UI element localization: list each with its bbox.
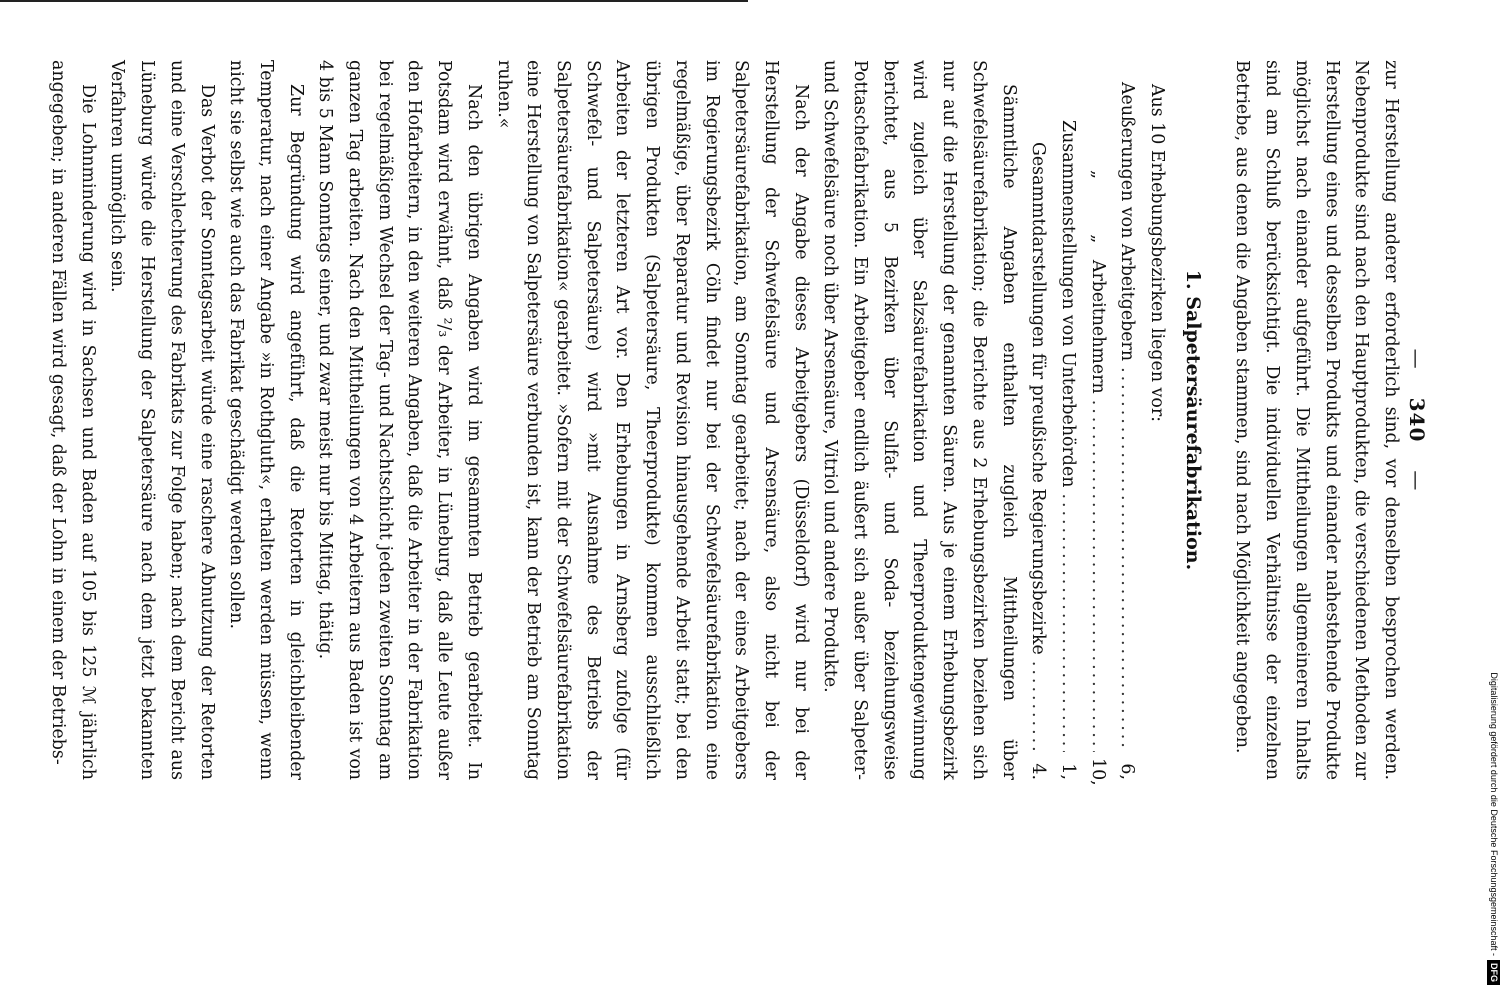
stats-value: 1, bbox=[1057, 763, 1078, 780]
body-paragraph: Die Lohnminderung wird in Sachsen und Baden auf 105 bis 125 ℳ jährlich angegeben; in anderen Fällen wird gesagt, daß der Lohn in einem der Betriebs- bbox=[48, 60, 98, 780]
body-paragraph: Zur Begründung wird angeführt, daß die Retorten in gleichbleibender Temperatur, nach einer Angabe »in Rothgluth«, erhalten werden müssen, wenn nicht sie selbst wie auch das Fabrikat geschädigt werden sollen. bbox=[226, 60, 306, 780]
digitization-credit bbox=[1485, 25, 1503, 985]
body-paragraph: Sämmtliche Angaben enthalten zugleich Mittheilungen über Schwefelsäurefabrikation; die Berichte aus 2 Erhebungsbezirken beziehen sich nur auf die Herstellung der genannten Säuren. Aus je einem Erhebungsbezirk wird zugleich über Salzsäurefabrikation und Theerproduktengewinnung berichtet, aus 5 Bezirken über Sulfat- und Soda- beziehungsweise Pottaschefabrikation. Ein Arbeitgeber endlich äußert sich außer über Salpeter- und Schwefelsäure noch über Arsensäure, Vitriol und andere Produkte. bbox=[820, 60, 1019, 780]
leader-dots bbox=[1023, 661, 1053, 752]
stats-row-arbeitnehmer bbox=[1082, 60, 1112, 786]
stats-value: 10, bbox=[1087, 758, 1108, 786]
stats-row-arbeitgeber bbox=[1112, 60, 1142, 780]
section-title: Salpetersäurefabrikation. bbox=[1181, 296, 1204, 571]
digitization-credit-text-wrapper bbox=[1485, 25, 1503, 985]
leader-dots bbox=[1112, 367, 1142, 752]
stats-label: Zusammenstellungen von Unterbehörden bbox=[1057, 120, 1078, 488]
page-number: 340 bbox=[1405, 397, 1429, 443]
stats-value: 6, bbox=[1117, 763, 1138, 780]
stats-value: 4. bbox=[1028, 763, 1049, 780]
stats-label: „ „ Arbeitnehmern bbox=[1087, 170, 1108, 394]
section-number: 1. bbox=[1181, 269, 1204, 290]
stats-row-unterbehoerden bbox=[1052, 60, 1082, 780]
page-number-dash-left: — bbox=[1405, 348, 1429, 370]
body-paragraph: Nach der Angabe dieses Arbeitgebers (Düsseldorf) wird nur bei der Herstellung der Schwefelsäure und Arsensäure, also nicht bei der Salpetersäurefabrikation, am Sonntag gearbeitet; nach der eines Arbeitgebers im Regierungsbezirk Cöln findet nur bei der Schwefelsäurefabrikation eine regelmäßige, über Reparatur und Revision hinausgehende Arbeit statt; bei den übrigen Produkten (Salpetersäure, Theerprodukte) kommen ausschließlich Arbeiten der letzteren Art vor. Den Erhebungen in Arnsberg zufolge (für Schwefel- und Salpetersäure) wird »mit Ausnahme des Betriebs der Salpetersäurefabrikation« gearbeitet. »Sofern mit der Schwefelsäurefabrikation eine Herstellung von Salpetersäure verbunden ist, kann der Betrieb am Sonntag ruhen.« bbox=[493, 60, 811, 780]
dfg-logo: DFG bbox=[1487, 960, 1500, 985]
digitization-credit-text: Digitalisierung gefördert durch die Deutsche Forschungsgemeinschaft - bbox=[1489, 672, 1499, 956]
stats-list bbox=[1023, 60, 1142, 786]
page-number-dash-right: — bbox=[1405, 470, 1429, 492]
page-number-header bbox=[1401, 60, 1431, 780]
stats-label: Gesammtdarstellungen für preußische Regierungsbezirke bbox=[1028, 142, 1049, 655]
body-paragraph: Das Verbot der Sonntagsarbeit würde eine raschere Abnutzung der Retorten und eine Verschlechterung des Fabrikats zur Folge haben; nach dem Bericht aus Lüneburg würde die Herstellung der Salpetersäure nach dem jetzt bekannten Verfahren unmöglich sein. bbox=[107, 60, 217, 780]
section-heading bbox=[1177, 60, 1207, 780]
page-content bbox=[42, 60, 1429, 786]
leader-dots bbox=[1052, 493, 1082, 752]
stats-row-regierungsbezirke bbox=[1023, 60, 1053, 780]
intro-paragraph: zur Herstellung anderer erforderlich sind, vor denselben besprochen werden. Nebenprodukte sind nach den Hauptprodukten, die verschiedenen Methoden zur Herstellung eines und desselben Produkts und einander nahestehende Produkte möglichst nach einander aufgeführt. Die Mittheilungen allgemeineren Inhalts sind am Schluß berücksichtigt. Die individuellen Verhältnisse der einzelnen Betriebe, aus denen die Angaben stammen, sind nach Möglichkeit angegeben. bbox=[1232, 60, 1401, 780]
stats-label: Aeußerungen von Arbeitgebern bbox=[1117, 82, 1138, 362]
leader-dots bbox=[1082, 400, 1112, 752]
stats-intro: Aus 10 Erhebungsbezirken liegen vor: bbox=[1147, 84, 1168, 423]
body-paragraph: Nach den übrigen Angaben wird im gesammten Betrieb gearbeitet. In Potsdam wird erwähnt, daß ²/₃ der Arbeiter, in Lüneburg, daß alle Leute außer den Hofarbeitern, in den weiteren Angaben, daß die Arbeiter in der Fabrikation bei regelmäßigem Wechsel der Tag- und Nachtschicht jeden zweiten Sonntag am ganzen Tag arbeiten. Nach den Mittheilungen von 4 Arbeitern aus Baden ist von 4 bis 5 Mann Sonntags einer, und zwar meist nur bis Mittag, thätig. bbox=[315, 60, 484, 780]
